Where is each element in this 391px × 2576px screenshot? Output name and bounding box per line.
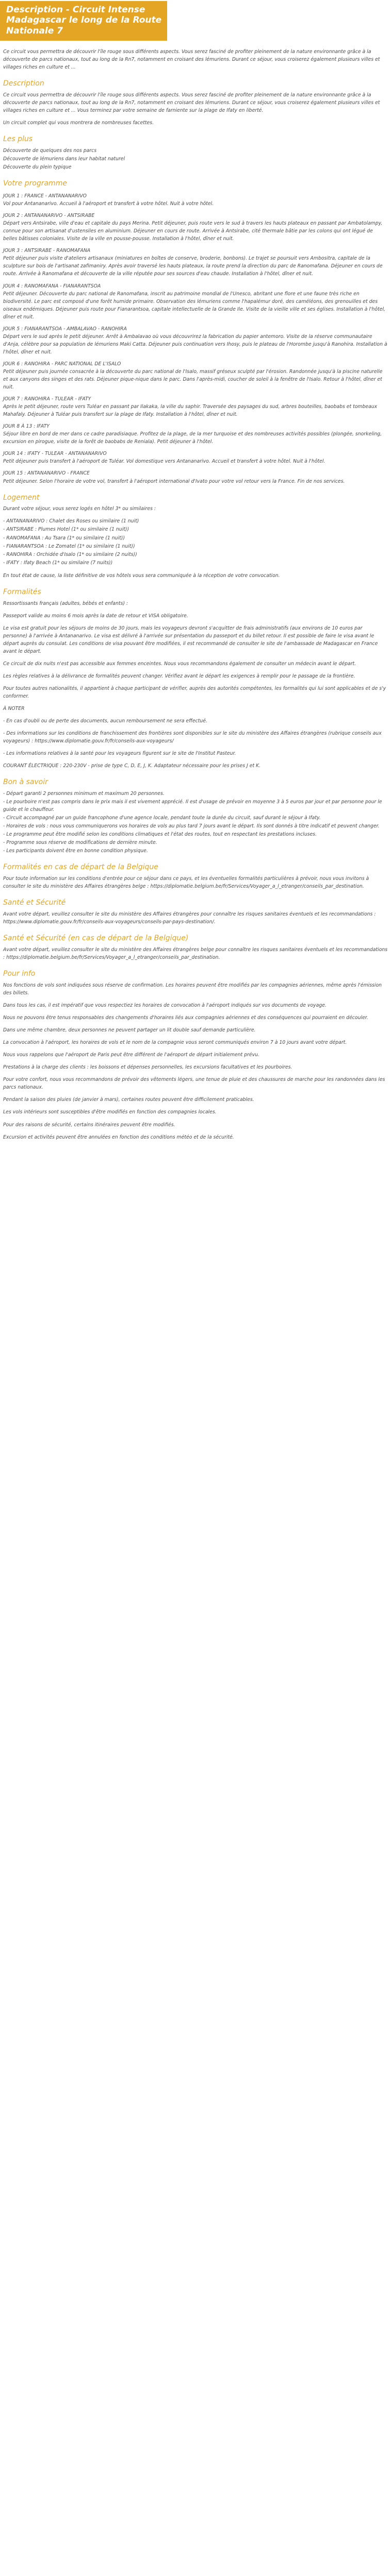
section-heading-programme: Votre programme — [3, 179, 67, 188]
day-title: JOUR 7 : RANOHIRA - TULEAR - IFATY — [3, 396, 91, 402]
info-closing: Excursion et activités peuvent être annulées en fonction des conditions météo et de la sécurité. — [3, 1134, 234, 1140]
formalites-paragraph: Passeport valide au moins 6 mois après la date de retour et VISA obligatoire. — [3, 613, 188, 619]
section-heading-formalites: Formalités — [3, 587, 41, 596]
info-paragraph: La convocation à l'aéroport, les horaires de vols et le nom de la compagnie vous seront communiqués environ 7 à 10 jours avant votre départ. — [3, 1040, 347, 1046]
hotel-item: - ANTANANARIVO : Chalet des Roses ou similaire (1 nuit) — [3, 518, 139, 524]
day-text: Petit déjeuner. Selon l'horaire de votre vol, transfert à l'aéroport international d'Ivato pour votre vol retour vers la France. Fin de nos services. — [3, 478, 345, 484]
day-text: Petit déjeuner. Découverte du parc national de Ranomafana, inscrit au patrimoine mondial de l'Unesco, abritant une flore et une faune très riche en biodiversité. Le parc est composé d'une forêt humide primaire. Observation des lémuriens comme l'hapalémur doré, des caméléons, des grenouilles et des oiseaux endémiques. Déjeuner puis route pour Fianarantsoa, capitale intellectuelle de la Grande Ile. Visite de la vieille ville et ses églises. Installation à l'hôtel, dîner et nuit. — [3, 291, 386, 320]
section-heading-formalites-belgique: Formalités en cas de départ de la Belgique — [3, 863, 158, 872]
day-text: Séjour libre en bord de mer dans ce cadre paradisiaque. Profitez de la plage, de la mer turquoise et des nombreuses activités possibles (plongée, snorkeling, excursion en pirogue, visite de la forêt de baobabs de Reniala). Petit déjeuner à l'hôtel. — [3, 431, 382, 445]
day-title: JOUR 5 : FIANARANTSOA - AMBALAVAO - RANOHIRA — [3, 326, 127, 332]
day-text: Départ vers Antsirabe, ville d'eau et capitale du pays Merina. Petit déjeuner, puis route vers le sud à travers les hauts plateaux en passant par Ambatolampy, connue pour son artisanat d'ustensiles en aluminium. Déjeuner en cours de route. Arrivée à Antsirabe, cité thermale bâtie par les colons qui ont légué de belles bâtisses coloniales. Visite de la ville en pousse-pousse. Installation à l'hôtel, dîner et nuit. — [3, 221, 383, 242]
plus-item: Découverte de lémuriens dans leur habitat naturel — [3, 156, 125, 162]
day-text: Départ vers le sud après le petit déjeuner. Arrêt à Ambalavao où vous découvrirez la fabrication du papier antemoro. Visite de la réserve communautaire d'Anja, célèbre pour sa population de lémuriens Maki Catta. Déjeuner puis continuation vers Ihosy, puis le plateau de l'Horombe jusqu'à Ranohira. Installation à l'hôtel, dîner et nuit. — [3, 333, 387, 355]
info-paragraph: Dans tous les cas, il est impératif que vous respectiez les horaires de convocation à l'aéroport indiqués sur vos documents de voyage. — [3, 1003, 327, 1009]
plus-item: Découverte de quelques des nos parcs — [3, 148, 97, 154]
section-heading-description: Description — [3, 79, 44, 88]
day-text: Petit déjeuner puis visite d'ateliers artisanaux (miniatures en boîtes de conserve, broderie, bonbons). Le trajet se poursuit vers Ambositra, capitale de la sculpture sur bois de l'artisanat zafimaniry. Après avoir traversé les hauts plateaux, la route prend la direction du parc de Ranomafana. Déjeuner en cours de route. Arrivée à Ranomafana et découverte de la ville réputée pour ses sources d'eau chaude. Installation à l'hôtel, dîner et nuit. — [3, 256, 383, 277]
bon-item: - Le programme peut être modifié selon les conditions climatiques et l'état des routes, tout en respectant les prestations incluses. — [3, 832, 317, 838]
formalites-note: - Des informations sur les conditions de franchissement des frontières sont disponibles sur le site du ministère des Affaires étrangères (rubrique conseils aux voyageurs) : https://www.diplomatie.gouv.fr/fr/conseils-aux-voyageurs/ — [3, 731, 382, 744]
sante-belgique-text: Avant votre départ, veuillez consulter le site du ministère des Affaires étrangères belge pour connaître les risques sanitaires éventuels et les recommandations : https://diplomatie.belgium.be/fr/Services/Voyager_a_l_etranger/conseils_par_destination. — [3, 947, 388, 961]
day-text: Vol pour Antananarivo. Accueil à l'aéroport et transfert à votre hôtel. Nuit à votre hôtel. — [3, 201, 214, 207]
logement-intro: Durant votre séjour, vous serez logés en hôtel 3* ou similaires : — [3, 506, 156, 512]
plus-item: Découverte du plein typique — [3, 164, 72, 171]
day-title: JOUR 14 : IFATY - TULEAR - ANTANANARIVO — [3, 451, 107, 457]
formalites-paragraph: Le visa est gratuit pour les séjours de moins de 30 jours, mais les voyageurs devront s'acquitter de frais administratifs (aux environs de 10 euros par personne) à l'arrivée à Antananarivo. Le visa est délivré à l'arrivée sur présentation du passeport et du billet retour. Il est possible de faire le visa avant le départ auprès du consulat. Les conditions de visa pouvant être modifiées, il est recommandé de consulter le site de l'ambassade de Madagascar en France avant le départ. — [3, 625, 378, 654]
formalites-paragraph: Ce circuit de dix nuits n'est pas accessible aux femmes enceintes. Nous vous recommandons également de consulter un médecin avant le départ. — [3, 660, 356, 667]
info-note: Pour des raisons de sécurité, certains itinéraires peuvent être modifiés. — [3, 1122, 175, 1128]
bon-item: - Programme sous réserve de modifications de dernière minute. — [3, 840, 157, 846]
formalites-note: - En cas d'oubli ou de perte des documents, aucun remboursement ne sera effectué. — [3, 718, 207, 724]
day-title: JOUR 3 : ANTSIRABE - RANOMAFANA — [3, 248, 91, 254]
info-paragraph: Nous ne pouvons être tenus responsables des changements d'horaires liés aux compagnies aériennes et des conséquences qui pourraient en découler. — [3, 1015, 368, 1021]
intro-text: Ce circuit vous permettra de découvrir l'île rouge sous différents aspects. Vous serez fasciné de profiter pleinement de la nature environnante grâce à la découverte de parcs nationaux, tout au long de la Rn7, notamment en croisant des lémuriens. Durant ce séjour, vous croiserez également plusieurs villes et villages riches en culture et ... — [3, 49, 380, 71]
content — [0, 48, 391, 1151]
formalites-paragraph: Ressortissants français (adultes, bébés et enfants) : — [3, 600, 128, 606]
section-heading-plus: Les plus — [3, 135, 33, 144]
section-heading-logement: Logement — [3, 493, 40, 502]
info-paragraph: Nos fonctions de vols sont indiquées sous réserve de confirmation. Les horaires peuvent être modifiés par les compagnies aériennes, même après l'émission des billets. — [3, 982, 382, 996]
info-paragraph: Prestations à la charge des clients : les boissons et dépenses personnelles, les excursions facultatives et les pourboires. — [3, 1064, 292, 1071]
formalites-belgique-text: Pour toute information sur les conditions d'entrée pour ce séjour dans ce pays, et les éventuelles formalités particulières à prévoir, nous vous invitons à consulter le site du ministère des Affaires étrangères belge : https://diplomatie.belgium.be/fr/Services/Voyager_a_l_etranger/conseils_par_destination. — [3, 876, 369, 890]
day-title: JOUR 15 : ANTANANARIVO - FRANCE — [3, 470, 90, 477]
day-title: JOUR 6 : RANOHIRA - PARC NATIONAL DE L'ISALO — [3, 361, 121, 367]
hotel-item: - IFATY : Ifaty Beach (1* ou similaire (7 nuits)) — [3, 560, 113, 566]
page — [0, 1, 391, 1152]
section-heading-sante-belgique: Santé et Sécurité (en cas de départ de la Belgique) — [3, 934, 189, 943]
plus-list — [3, 147, 388, 171]
bon-item: - Le pourboire n'est pas compris dans le prix mais il est vivement apprécié. Il est d'usage de prévoir en moyenne 3 à 5 euros par jour et par personne pour le guide et le chauffeur. — [3, 799, 382, 813]
section-heading-bon-a-savoir: Bon à savoir — [3, 778, 48, 787]
info-paragraph: Pour votre confort, nous vous recommandons de prévoir des vêtements légers, une tenue de pluie et des chaussures de marche pour les randonnées dans les parcs nationaux. — [3, 1077, 385, 1091]
hotel-list — [3, 517, 388, 566]
info-paragraph: Dans une même chambre, deux personnes ne peuvent partager un lit double sauf demande particulière. — [3, 1027, 256, 1033]
day-title: JOUR 2 : ANTANANARIVO - ANTSIRABE — [3, 213, 95, 219]
formalites-subheading: À NOTER — [3, 706, 25, 712]
day-title: JOUR 1 : FRANCE - ANTANANARIVO — [3, 193, 87, 199]
logement-note: En tout état de cause, la liste définitive de vos hôtels vous sera communiquée à la réception de votre convocation. — [3, 572, 280, 579]
info-paragraph: Pendant la saison des pluies (de janvier à mars), certaines routes peuvent être difficilement praticables. — [3, 1097, 254, 1103]
section-heading-pour-info: Pour info — [3, 970, 36, 978]
day-text: Petit déjeuner puis transfert à l'aéroport de Tuléar. Vol domestique vers Antananarivo. Accueil et transfert à votre hôtel. Nuit à l'hôtel. — [3, 459, 325, 465]
programme-days — [3, 192, 388, 485]
hotel-item: - RANOHIRA : Orchidée d'Isalo (1* ou similaire (2 nuits)) — [3, 551, 137, 557]
description-paragraph: Un circuit complet qui vous montrera de nombreuses facettes. — [3, 120, 154, 126]
section-heading-sante: Santé et Sécurité — [3, 899, 66, 907]
info-paragraph: Les vols intérieurs sont susceptibles d'être modifiés en fonction des compagnies locales. — [3, 1109, 217, 1115]
day-title: JOUR 4 : RANOMAFANA - FIANARANTSOA — [3, 283, 101, 289]
bon-item: - Circuit accompagné par un guide francophone d'une agence locale, pendant toute la durée du circuit, sauf durant le séjour à Ifaty. — [3, 815, 321, 821]
info-paragraph: Nous vous rappelons que l'aéroport de Paris peut être différent de l'aéroport de départ initialement prévu. — [3, 1052, 259, 1058]
day-title: JOUR 8 À 13 : IFATY — [3, 423, 50, 430]
courant-electrique: COURANT ÉLECTRIQUE : 220-230V - prise de type C, D, E, J, K. Adaptateur nécessaire pour les prises J et K. — [3, 763, 261, 769]
day-text: Après le petit déjeuner, route vers Tuléar en passant par Ilakaka, la ville du saphir. Traversée des paysages du sud, arbres bouteilles, baobabs et tombeaux Mahafaly. Déjeuner à Tuléar puis transfert sur la plage de Ifaty. Installation à l'hôtel, dîner et nuit. — [3, 404, 378, 418]
hotel-item: - RANOMAFANA : Au Tsara (1* ou similaire (1 nuit)) — [3, 535, 125, 541]
sante-text: Avant votre départ, veuillez consulter le site du ministère des Affaires étrangères pour connaître les risques sanitaires éventuels et les recommandations : https://www.diplomatie.gouv.fr/fr/conseils-aux-voyageurs/conseils-par-pays-destination/. — [3, 911, 376, 925]
bon-a-savoir-list — [3, 790, 388, 855]
description-paragraph: Ce circuit vous permettra de découvrir l'île rouge sous différents aspects. Vous serez fasciné de profiter pleinement de la nature environnante grâce à la découverte de parcs nationaux, tout au long de la Rn7, notamment en croisant des lémuriens. Durant ce séjour, vous croiserez également plusieurs villes et villages riches en culture et ... Vous terminez par votre semaine de farniente sur la plage de Ifaty en liberté. — [3, 92, 380, 114]
bon-item: - Horaires de vols : nous vous communiquerons vos horaires de vols au plus tard 7 jours avant le départ. Ils sont donnés à titre indicatif et peuvent changer. — [3, 823, 380, 829]
hotel-item: - ANTSIRABE : Plumes Hotel (1* ou similaire (1 nuit)) — [3, 527, 129, 533]
page-title: Description - Circuit Intense Madagascar le long de la Route Nationale 7 — [0, 1, 167, 41]
formalites-note: - Les informations relatives à la santé pour les voyageurs figurent sur le site de l'Institut Pasteur. — [3, 751, 236, 757]
bon-item: - Les participants doivent être en bonne condition physique. — [3, 848, 148, 854]
bon-item: - Départ garanti 2 personnes minimum et maximum 20 personnes. — [3, 791, 165, 797]
formalites-paragraph: Les règles relatives à la délivrance de formalités peuvent changer. Vérifiez avant le départ les exigences à remplir pour le passage de la frontière. — [3, 673, 355, 679]
day-text: Petit déjeuner puis journée consacrée à la découverte du parc national de l'Isalo, massif gréseux sculpté par l'érosion. Randonnée jusqu'à la piscine naturelle et aux canyons des singes et des rats. Déjeuner pique-nique dans le parc. Dans l'après-midi, coucher de soleil à la fenêtre de l'Isalo. Retour à l'hôtel, dîner et nuit. — [3, 368, 383, 391]
hotel-item: - FIANARANTSOA : Le Zomatel (1* ou similaire (1 nuit)) — [3, 543, 135, 549]
formalites-paragraph: Pour toutes autres nationalités, il appartient à chaque participant de vérifier, auprès des autorités compétentes, les formalités qui lui sont applicables et de s'y conformer. — [3, 685, 386, 699]
